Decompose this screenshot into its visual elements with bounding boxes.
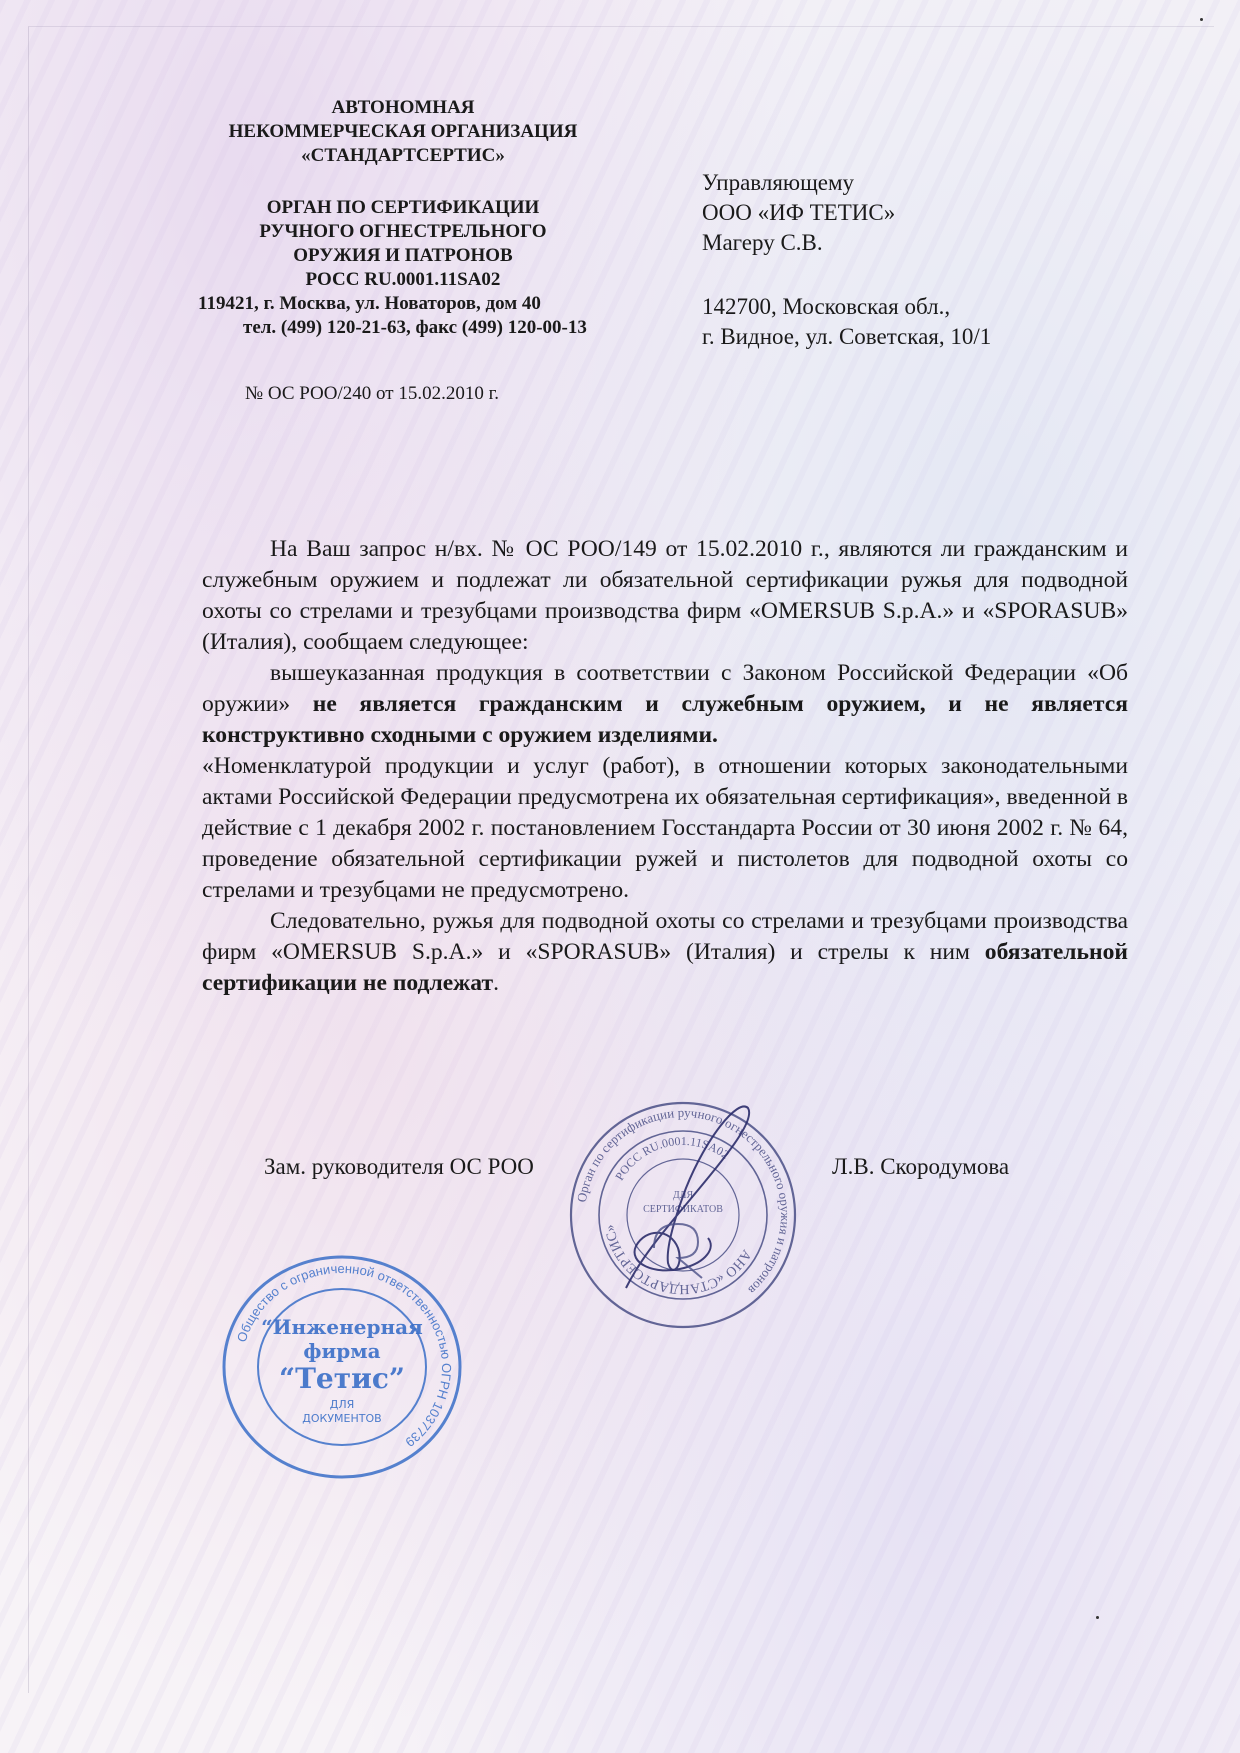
org-line: «СТАНДАРТСЕРТИС» (301, 145, 505, 166)
signatory-title: Зам. руководителя ОС РОО (264, 1154, 534, 1179)
stamp-purpose-line: ДЛЯ (329, 1398, 355, 1411)
stamp-ring-text: Общество с ограниченной ответственностью ОГРН 1037739 (233, 1260, 455, 1450)
stamp-center-text: СЕРТИФИКАТОВ (643, 1204, 723, 1215)
org-line: АВТОНОМНАЯ (331, 97, 475, 118)
paragraph-text: . (493, 970, 499, 996)
signatory-name: Л.В. Скородумова (832, 1154, 1010, 1179)
paragraph (202, 906, 1128, 999)
registration-number: РОСС RU.0001.11SA02 (305, 269, 501, 290)
company-stamp (218, 1252, 466, 1482)
stamp-company-name: “Тетис” (278, 1362, 406, 1395)
paragraph-text: Следовательно, ружья для подводной охоты со стрелами и трезубцами производства фирм «OMERSUB S.p.A.» и «SPORASUB» (Италия) и стрелы к ним (202, 908, 1128, 965)
recipient-line: Управляющему (702, 170, 855, 195)
letter-body (202, 534, 1128, 999)
paragraph (202, 658, 1128, 751)
stamp-ring-text: Орган по сертификации ручного огнестрельного оружия и патронов (573, 1104, 794, 1298)
body-line: РУЧНОГО ОГНЕСТРЕЛЬНОГО (259, 221, 547, 242)
body-line: ОРГАН ПО СЕРТИФИКАЦИИ (266, 197, 540, 218)
stamp-purpose-line: ДОКУМЕНТОВ (302, 1412, 382, 1425)
recipient-line: Магеру С.В. (702, 230, 823, 255)
stamp-org-text: АНО «СТАНДАРТСЕРТИС» (602, 1223, 754, 1297)
stamp-company-line: “Инженерная (261, 1315, 423, 1339)
org-phone: тел. (499) 120-21-63, факс (499) 120-00-13 (243, 317, 587, 338)
stamp-company-line: фирма (303, 1339, 381, 1363)
scan-speck (1096, 1616, 1099, 1619)
paragraph-text: вышеуказанная продукция в соответствии с Законом Российской Федерации «Об оружии» (202, 660, 1128, 717)
document-number: № ОС РОО/240 от 15.02.2010 г. (245, 383, 499, 404)
paragraph-emphasis: обязательной сертификации не подлежат (202, 939, 1128, 996)
paragraph: На Ваш запрос н/вх. № ОС РОО/149 от 15.02.2010 г., являются ли гражданским и служебным оружием и подлежат ли обязательной сертификации ружья для подводной охоты со стрелами и трезубцами производства фирм «OMERSUB S.p.A.» и «SPORASUB» (Италия), сообщаем следующее: (202, 536, 1128, 655)
org-line: НЕКОММЕРЧЕСКАЯ ОРГАНИЗАЦИЯ (228, 121, 578, 142)
recipient-address: г. Видное, ул. Советская, 10/1 (702, 324, 992, 349)
letterhead (168, 96, 638, 340)
stamp-reg-text: РОСС RU.0001.11SA02 (612, 1133, 732, 1183)
paragraph-emphasis: не является гражданским и служебным оружием, и не является конструктивно сходными с оружием изделиями. (202, 691, 1128, 748)
paragraph: «Номенклатурой продукции и услуг (работ), в отношении которых законодательными актами Российской Федерации предусмотрена их обязательная сертификация», введенной в действие с 1 декабря 2002 г. постановлением Госстандарта России от 30 июня 2002 г. № 64, проведение обязательной сертификации ружей и пистолетов для подводной охоты со стрелами и трезубцами не предусмотрено. (202, 753, 1128, 903)
scan-speck (1200, 18, 1203, 21)
certification-stamp (566, 1098, 800, 1332)
stamp-center-text: ДЛЯ (672, 1190, 694, 1201)
body-line: ОРУЖИЯ И ПАТРОНОВ (293, 245, 513, 266)
org-address: 119421, г. Москва, ул. Новаторов, дом 40 (198, 293, 541, 314)
recipient-line: ООО «ИФ ТЕТИС» (702, 200, 896, 225)
recipient-address: 142700, Московская обл., (702, 294, 951, 319)
recipient-block (702, 168, 991, 352)
